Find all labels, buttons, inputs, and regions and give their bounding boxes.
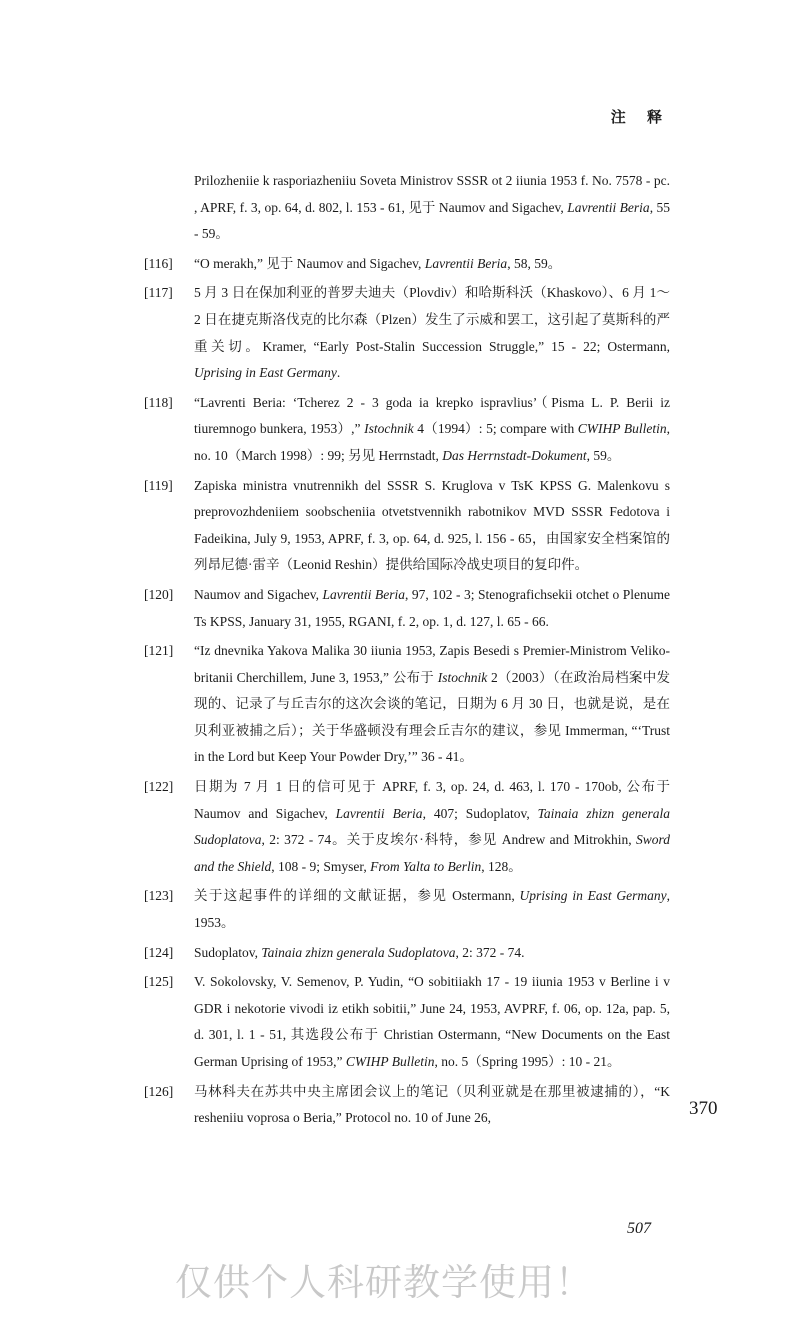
text-run: 2（2003）（在政治局档案中发现的、记录了与丘吉尔的这次会谈的笔记，日期为 6 月 30 日，也就是说，是在贝利亚被捕之后）；关于华盛顿没有理会丘吉尔的建议，参见 Immerman, “‘Trust in the Lord but Keep Your Powder Dry,’” 36 - 41。 xyxy=(194,669,670,765)
italic-title: Lavrentii Beria xyxy=(424,255,508,271)
margin-page-marker: 370 xyxy=(689,1098,718,1119)
watermark: 仅供个人科研教学使用！ xyxy=(175,1261,593,1304)
note-item xyxy=(144,774,670,880)
note-text xyxy=(194,280,670,386)
note-text xyxy=(194,390,670,470)
text-run: “O merakh,” 见于 Naumov and Sigachev, xyxy=(194,255,425,271)
italic-title: Istochnik xyxy=(364,421,414,437)
note-item xyxy=(144,638,670,771)
note-number: [124] xyxy=(144,944,174,960)
text-run: Zapiska ministra vnutrennikh del SSSR S. Kruglova v TsK KPSS G. Malenkovu s preprovozhdeniiem soobscheniia otvetstvennikh rabotnikov MVD SSSR Fedotova i Fadeikina, July 9, 1953, APRF, f. 3, op. 64, d. 925, l. 156 - 65，由国家安全档案馆的列昂尼德·雷辛（Leonid Reshin）提供给国际冷战史项目的复印件。 xyxy=(194,477,670,573)
notes-entries xyxy=(144,251,670,1132)
note-text xyxy=(194,638,670,771)
note-text xyxy=(194,940,670,967)
text-run: “Iz dnevnika Yakova Malika 30 iiunia 1953, Zapis Besedi s Premier-Ministrom Veliko-britanii Cherchillem, June 3, 1953,” 公布于 xyxy=(194,643,670,685)
italic-title: Tainaia zhizn generala Sudoplatova xyxy=(261,944,456,960)
text-run: . xyxy=(336,365,341,381)
note-item xyxy=(144,582,670,635)
italic-title: Istochnik xyxy=(437,669,488,685)
note-text xyxy=(194,883,670,936)
italic-title: Sword and the Shield xyxy=(194,832,670,874)
text-run: , 2: 372 - 74. xyxy=(455,944,525,960)
text-run: , no. 10（March 1998）: 99; 另见 Herrnstadt, xyxy=(194,421,670,463)
text-run: , 55 - 59。 xyxy=(194,199,671,242)
text-run: , 108 - 9; Smyser, xyxy=(271,858,371,874)
text-run: 关于这起事件的详细的文献证据，参见 Ostermann, xyxy=(194,888,520,904)
note-item xyxy=(144,1079,670,1132)
italic-title: Uprising in East Germany xyxy=(519,888,667,904)
note-text xyxy=(194,582,670,635)
text-run: 4（1994）: 5; compare with xyxy=(413,421,578,437)
italic-title: Tainaia zhizn generala Sudoplatova xyxy=(194,805,670,848)
text-run: Prilozheniie k rasporiazheniiu Soveta Ministrov SSSR ot 2 iiunia 1953 f. No. 7578 - pc. , APRF, f. 3, op. 64, d. 802, l. 153 - 61, 见于 Naumov and Sigachev, xyxy=(194,173,670,215)
text-run: , 97, 102 - 3; Stenografichsekii otchet o Plenume Ts KPSS, January 31, 1955, RGANI, f. 2, op. 1, d. 127, l. 65 - 66. xyxy=(194,586,671,629)
text-run: Naumov and Sigachev, xyxy=(194,586,323,602)
note-text xyxy=(194,774,670,880)
note-text xyxy=(194,473,670,579)
note-number: [117] xyxy=(144,285,173,301)
text-run: , no. 5（Spring 1995）: 10 - 21。 xyxy=(434,1054,621,1069)
italic-title: Lavrentii Beria xyxy=(335,805,423,821)
note-text xyxy=(194,168,670,248)
text-run: V. Sokolovsky, V. Semenov, P. Yudin, “O sobitiiakh 17 - 19 iiunia 1953 v Berline i v GDR i nekotorie vivodi iz etikh sobitii,” June 24, 1953, AVPRF, f. 06, op. 12a, pap. 5, d. 301, l. 1 - 51, 其选段公布于 Christian Ostermann, “New Documents on the East German Uprising of 1953,” xyxy=(194,974,670,1069)
text-run: , 2: 372 - 74。关于皮埃尔·科特，参见 Andrew and Mitrokhin, xyxy=(261,832,636,848)
note-number: [126] xyxy=(144,1083,174,1099)
text-run: 马林科夫在苏共中央主席团会议上的笔记（贝利亚就是在那里被逮捕的），“K resheniiu voprosa o Beria,” Protocol no. 10 of June 26, xyxy=(194,1083,670,1126)
note-number: [121] xyxy=(144,643,174,659)
italic-title: Lavrentii Beria xyxy=(567,199,650,215)
text-run: “Lavrenti Beria: ‘Tcherez 2 - 3 goda ia krepko ispravlius’（Pisma L. P. Berii iz tiuremnogo bunkera, 1953）,” xyxy=(194,394,670,437)
page-header-title: 注 释 xyxy=(610,108,670,126)
note-item xyxy=(144,251,670,278)
note-item xyxy=(144,883,670,936)
italic-title: Lavrentii Beria xyxy=(322,586,405,602)
note-item xyxy=(144,969,670,1075)
note-item xyxy=(144,280,670,386)
text-run: Sudoplatov, xyxy=(194,944,262,960)
note-item xyxy=(144,390,670,470)
note-number: [123] xyxy=(144,888,174,904)
text-run: , 58, 59。 xyxy=(507,255,562,271)
italic-title: CWIHP Bulletin xyxy=(577,421,667,437)
note-item xyxy=(144,473,670,579)
note-number: [120] xyxy=(144,586,174,602)
text-run: , 59。 xyxy=(586,447,621,463)
italic-title: Das Herrnstadt-Dokument xyxy=(442,447,587,463)
text-run: , 407; Sudoplatov, xyxy=(422,805,538,821)
text-run: , 1953。 xyxy=(194,888,671,931)
italic-title: Uprising in East Germany xyxy=(194,365,337,381)
note-text xyxy=(194,251,670,278)
note-item xyxy=(144,940,670,967)
italic-title: CWIHP Bulletin xyxy=(345,1054,435,1069)
note-number: [125] xyxy=(144,974,174,990)
text-run: , 128。 xyxy=(481,858,522,874)
notes-list xyxy=(144,168,670,1135)
note-text xyxy=(194,969,670,1075)
note-text xyxy=(194,1079,670,1132)
note-number: [118] xyxy=(144,394,173,410)
italic-title: From Yalta to Berlin xyxy=(370,858,482,874)
note-number: [116] xyxy=(144,255,173,271)
text-run: 5 月 3 日在保加利亚的普罗夫迪夫（Plovdiv）和哈斯科沃（Khaskovo）、6 月 1～2 日在捷克斯洛伐克的比尔森（Plzen）发生了示威和罢工，这引起了莫斯科的严重关切。Kramer, “Early Post-Stalin Succession Struggle,” 15 - 22; Ostermann, xyxy=(194,285,670,354)
note-continuation xyxy=(144,168,670,248)
note-number: [122] xyxy=(144,779,174,795)
page-number: 507 xyxy=(627,1220,651,1237)
text-run: 日期为 7 月 1 日的信可见于 APRF, f. 3, op. 24, d. 463, l. 170 - 170ob, 公布于 Naumov and Sigachev, xyxy=(194,779,670,821)
note-number: [119] xyxy=(144,477,173,493)
